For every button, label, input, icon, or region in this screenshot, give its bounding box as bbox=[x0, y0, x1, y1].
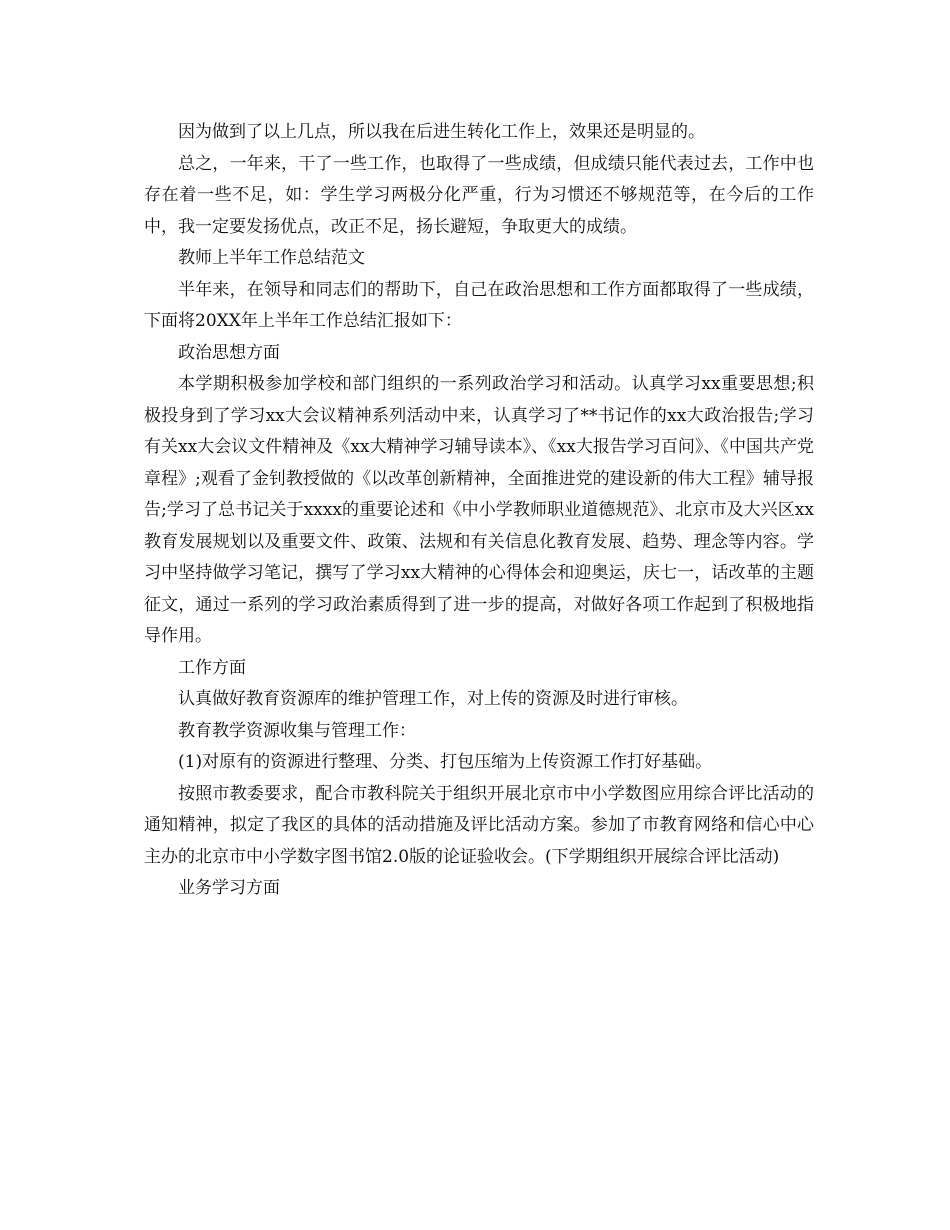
paragraph-4: 本学期积极参加学校和部门组织的一系列政治学习和活动。认真学习xx重要思想;积极投身到了学习xx大会议精神系列活动中来，认真学习了**书记作的xx大政治报告;学习有关xx大会议文件精神及《xx大精神学习辅导读本》、《xx大报告学习百问》、《中国共产党章程》;观看了金钊教授做的《以改革创新精神，全面推进党的建设新的伟大工程》辅导报告;学习了总书记关于xxxx的重要论述和《中小学教师职业道德规范》、北京市及大兴区xx教育发展规划以及重要文件、政策、法规和有关信息化教育发展、趋势、理念等内容。学习中坚持做学习笔记，撰写了学习xx大精神的心得体会和迎奥运，庆七一，话改革的主题征文，通过一系列的学习政治素质得到了进一步的提高，对做好各项工作起到了积极地指导作用。 bbox=[144, 374, 814, 646]
heading-work: 工作方面 bbox=[178, 657, 246, 678]
paragraph-7: (1)对原有的资源进行整理、分类、打包压缩为上传资源工作打好基础。 bbox=[178, 752, 713, 772]
heading-political-thought: 政治思想方面 bbox=[178, 342, 280, 363]
heading-business-study: 业务学习方面 bbox=[178, 878, 280, 898]
paragraph-5: 认真做好教育资源库的维护管理工作，对上传的资源及时进行审核。 bbox=[178, 689, 688, 709]
paragraph-8: 按照市教委要求，配合市教科院关于组织开展北京市中小学数图应用综合评比活动的通知精神，拟定了我区的具体的活动措施及评比活动方案。参加了市教育网络和信心中心主办的北京市中小学数字图书馆2.0版的论证验收会。(下学期组织开展综合评比活动) bbox=[144, 783, 814, 867]
paragraph-2: 总之，一年来，干了一些工作，也取得了一些成绩，但成绩只能代表过去，工作中也存在着一些不足，如：学生学习两极分化严重，行为习惯还不够规范等，在今后的工作中，我一定要发扬优点，改正不足，扬长避短，争取更大的成绩。 bbox=[144, 153, 814, 237]
paragraph-1: 因为做到了以上几点，所以我在后进生转化工作上，效果还是明显的。 bbox=[178, 122, 705, 142]
paragraph-6: 教育教学资源收集与管理工作： bbox=[178, 720, 416, 741]
paragraph-3: 半年来，在领导和同志们的帮助下，自己在政治思想和工作方面都取得了一些成绩，下面将20XX年上半年工作总结汇报如下： bbox=[144, 279, 814, 331]
section-title: 教师上半年工作总结范文 bbox=[178, 248, 365, 268]
